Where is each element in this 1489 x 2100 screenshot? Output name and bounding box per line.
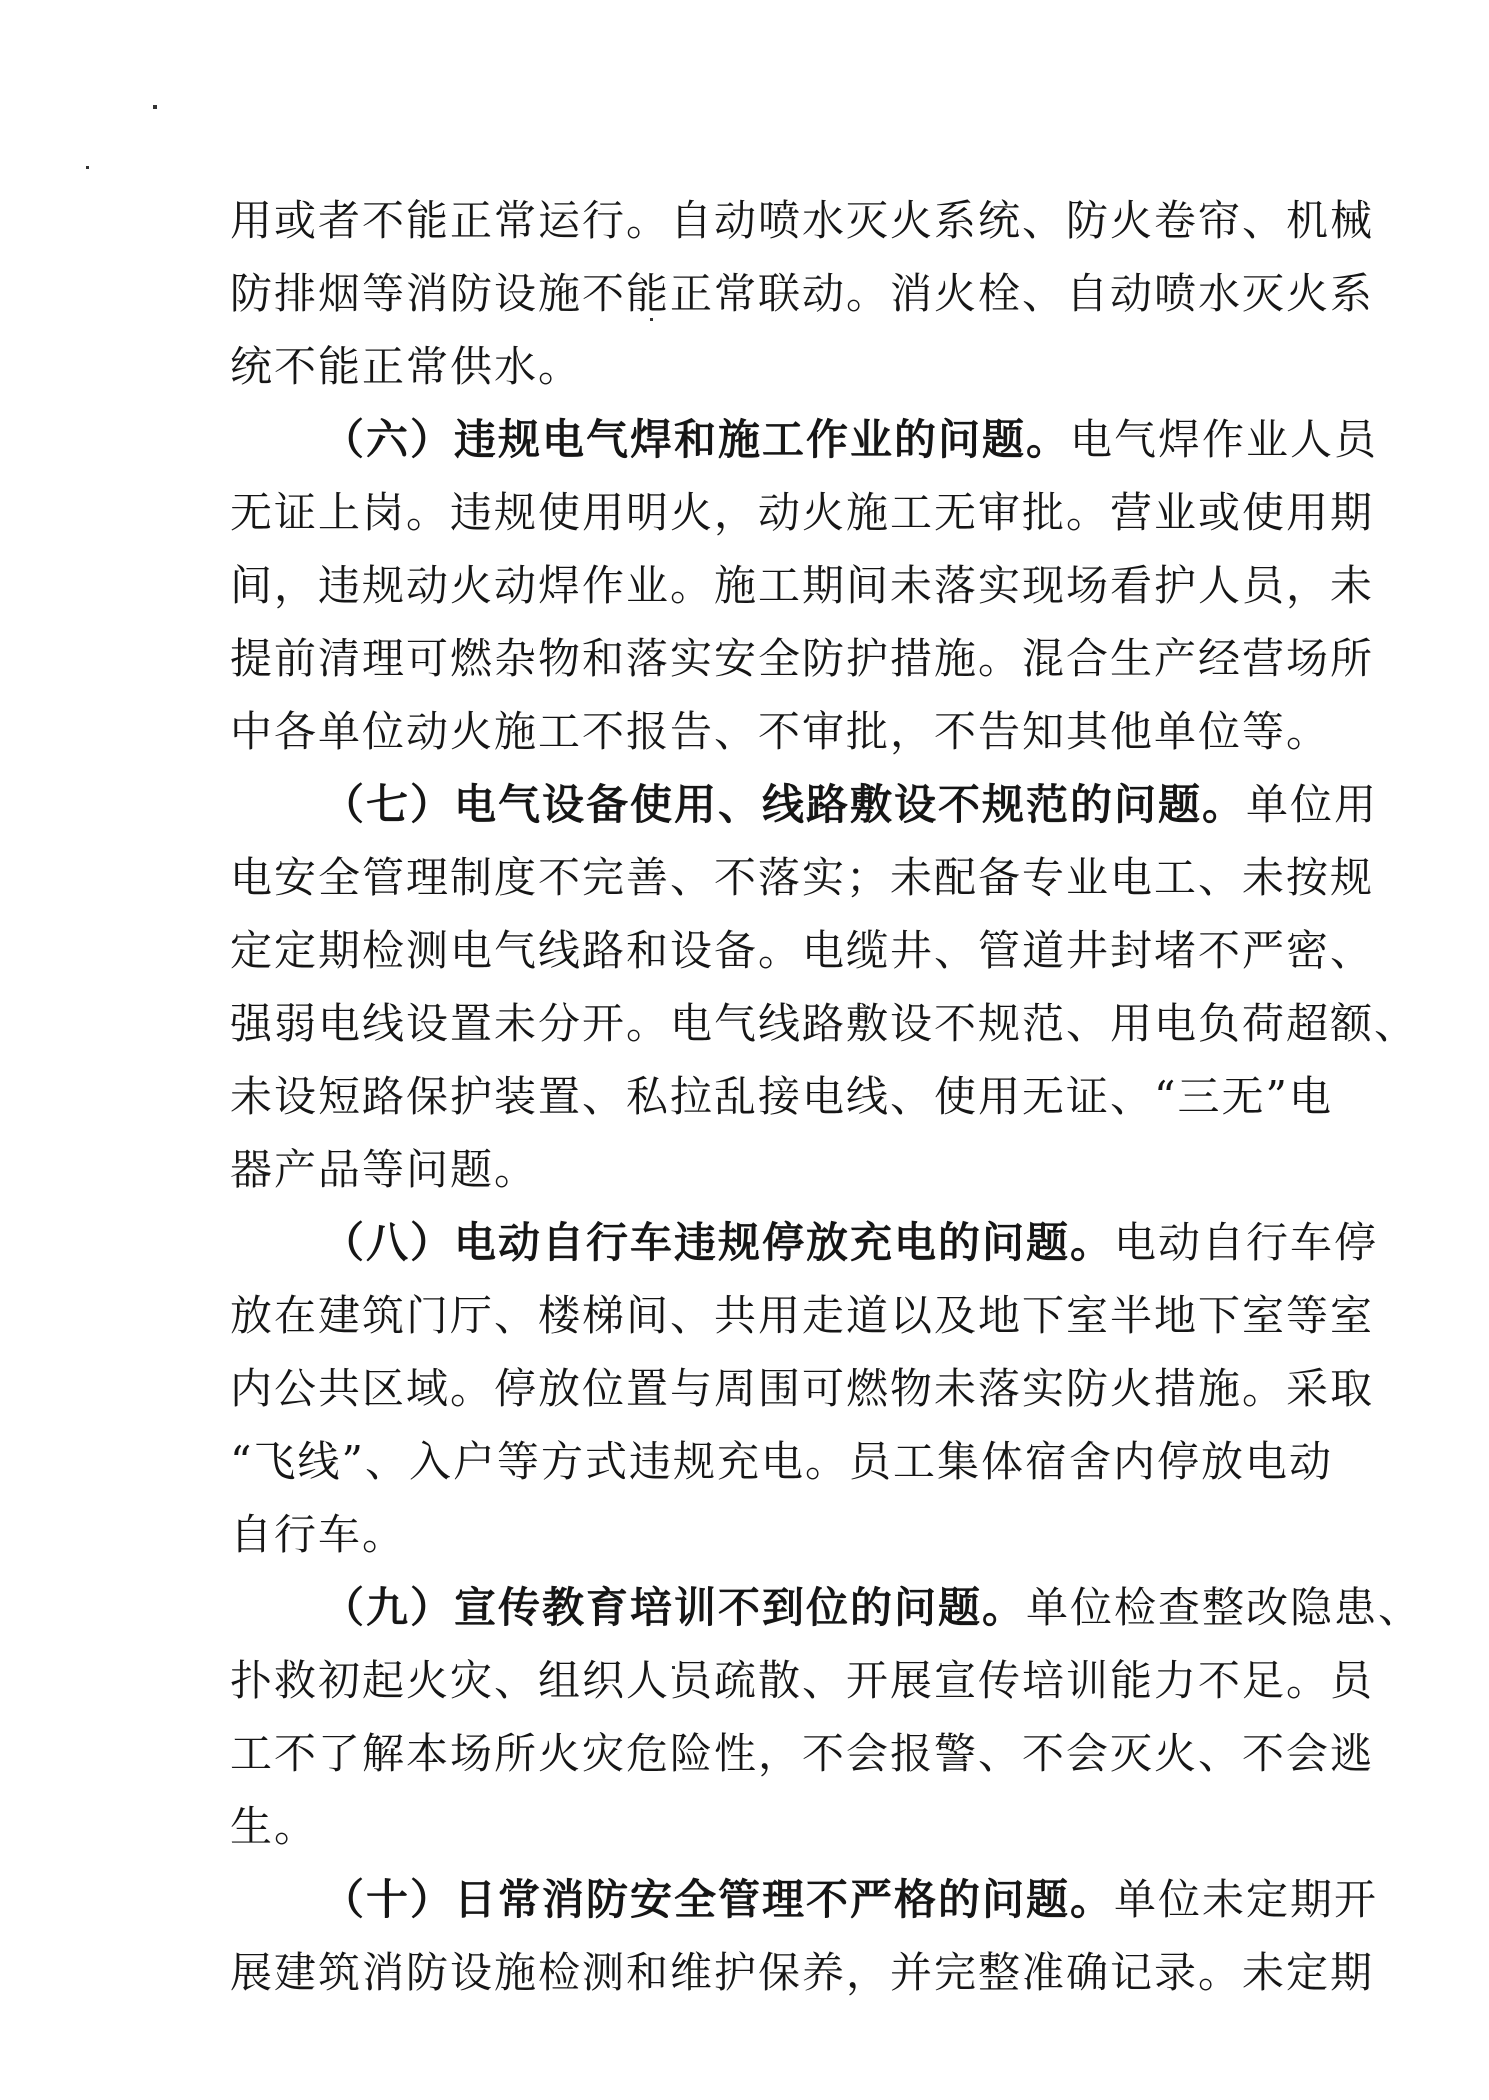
text-line (230, 914, 1375, 987)
line-text: 单位用 (1246, 780, 1379, 829)
line-text: 电气焊作业人员 (1070, 415, 1379, 464)
line-text: 扑救初起火灾、组织人员疏散、开展宣传培训能力不足。员 (230, 1656, 1375, 1705)
line-text: 单位检查整改隐患、 (1026, 1583, 1423, 1632)
section-heading: （七）电气设备使用、线路敷设不规范的问题。 (322, 780, 1247, 829)
text-line (230, 1717, 1375, 1790)
line-text: 自行车。 (230, 1510, 407, 1559)
section-heading-line (230, 403, 1379, 476)
section-heading: （九）宣传教育培训不到位的问题。 (322, 1583, 1027, 1632)
line-text: 生。 (230, 1802, 319, 1851)
section-heading-line (230, 1206, 1379, 1279)
line-text: 无证上岗。违规使用明火，动火施工无审批。营业或使用期 (230, 488, 1375, 537)
line-text: 电安全管理制度不完善、不落实；未配备专业电工、未按规 (230, 853, 1375, 902)
line-text: 提前清理可燃杂物和落实安全防护措施。混合生产经营场所 (230, 634, 1375, 683)
text-line (230, 549, 1375, 622)
section-heading: （八）电动自行车违规停放充电的问题。 (322, 1218, 1115, 1267)
scan-speck (86, 166, 89, 169)
text-line (230, 330, 1270, 403)
text-line (230, 1936, 1375, 2009)
text-line (230, 1498, 1270, 1571)
text-line (230, 841, 1375, 914)
text-line (230, 1425, 1333, 1498)
section-heading: （十）日常消防安全管理不严格的问题。 (322, 1875, 1115, 1924)
text-line (230, 987, 1419, 1060)
line-text: “飞线”、入户等方式违规充电。员工集体宿舍内停放电动 (230, 1437, 1333, 1486)
line-text: 间，违规动火动焊作业。施工期间未落实现场看护人员，未 (230, 561, 1375, 610)
line-text: 电动自行车停 (1114, 1218, 1379, 1267)
line-text: 定定期检测电气线路和设备。电缆井、管道井封堵不严密、 (230, 926, 1375, 975)
line-text: 内公共区域。停放位置与周围可燃物未落实防火措施。采取 (230, 1364, 1375, 1413)
line-text: 中各单位动火施工不报告、不审批，不告知其他单位等。 (230, 707, 1331, 756)
line-text: 强弱电线设置未分开。电气线路敷设不规范、用电负荷超额、 (230, 999, 1419, 1048)
line-text: 用或者不能正常运行。自动喷水灭火系统、防火卷帘、机械 (230, 196, 1375, 245)
section-heading-line (230, 768, 1379, 841)
line-text: 器产品等问题。 (230, 1145, 539, 1194)
text-line (230, 1644, 1375, 1717)
text-line (230, 1279, 1375, 1352)
line-text: 展建筑消防设施检测和维护保养，并完整准确记录。未定期 (230, 1948, 1375, 1997)
text-line (230, 695, 1331, 768)
text-line (230, 1790, 1270, 1863)
document-body (230, 184, 1423, 2009)
text-line (230, 1060, 1333, 1133)
text-line (230, 1352, 1375, 1425)
text-line (230, 257, 1375, 330)
line-text: 工不了解本场所火灾危险性，不会报警、不会灭火、不会逃 (230, 1729, 1375, 1778)
text-line (230, 622, 1375, 695)
line-text: 防排烟等消防设施不能正常联动。消火栓、自动喷水灭火系 (230, 269, 1375, 318)
line-text: 统不能正常供水。 (230, 342, 583, 391)
section-heading-line (230, 1571, 1423, 1644)
text-line (230, 184, 1375, 257)
line-text: 单位未定期开 (1114, 1875, 1379, 1924)
text-line (230, 1133, 1270, 1206)
text-line (230, 476, 1375, 549)
line-text: 未设短路保护装置、私拉乱接电线、使用无证、“三无”电 (230, 1072, 1333, 1121)
line-text: 放在建筑门厅、楼梯间、共用走道以及地下室半地下室等室 (230, 1291, 1375, 1340)
section-heading-line (230, 1863, 1379, 1936)
scan-speck (153, 105, 157, 109)
section-heading: （六）违规电气焊和施工作业的问题。 (322, 415, 1071, 464)
